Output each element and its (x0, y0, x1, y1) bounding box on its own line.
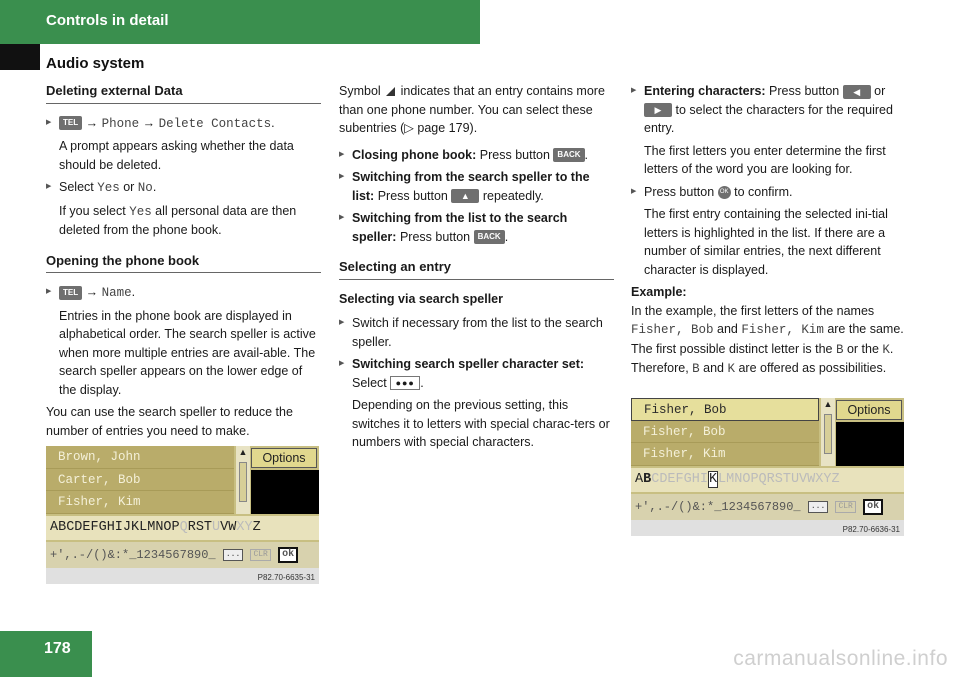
step-description: The first entry containing the selected ini-tial letters is highlighted in the list. If there are a number of similar entries, the next different character is displayed. (644, 207, 888, 277)
list-item: Fisher, Kim (46, 491, 234, 514)
multi-number-symbol-icon (386, 87, 395, 96)
menu-name: Name (101, 286, 132, 300)
speller-letters: VW (220, 520, 237, 535)
text: or the (843, 341, 883, 356)
speller-letters-dim: CDEFGHI (651, 472, 708, 487)
text: Press button (476, 147, 554, 162)
example-label: Example: (631, 285, 687, 299)
step-open-name (46, 283, 321, 303)
back-key-icon: BACK (474, 230, 505, 244)
punct: . (131, 285, 136, 299)
step-entering-characters (631, 82, 909, 138)
option-no: No (137, 181, 153, 195)
tel-key-icon: TEL (59, 286, 82, 300)
ok-button: ok (278, 547, 298, 563)
list-item: Carter, Bob (46, 469, 234, 492)
clear-button: CLR (250, 549, 270, 561)
step-label: Switching from the list to the search speller: (352, 211, 568, 244)
text: Press button (644, 184, 718, 199)
step-label: Switching from the search speller to the list: (352, 170, 590, 203)
display-blank-area (251, 470, 319, 514)
up-key-icon: ▲ (451, 189, 479, 203)
speller-letters-dim: U (212, 520, 221, 535)
more-chars-button: ... (808, 501, 828, 513)
speller-special-chars: +',.-/()&:*_1234567890_ (635, 500, 801, 514)
speller-letters-dim: XY (236, 520, 253, 535)
column-1 (46, 82, 321, 444)
letter-example: B (835, 342, 844, 357)
name-example: Fisher, Kim (741, 323, 824, 337)
text: Select (59, 180, 98, 194)
arrow: → (85, 285, 99, 299)
arrow: → (142, 115, 156, 130)
step-description (46, 202, 321, 240)
text: all personal data are then deleted from the phone book. (59, 203, 297, 237)
figure-caption: P82.70-6636-31 (842, 525, 900, 534)
text: are offered as possibilities. (734, 361, 887, 375)
text: Select (352, 375, 391, 390)
text: to select the characters for the required entry. (644, 102, 893, 135)
step-description: Depending on the previous setting, this switches it to letters with special charac-ters or numbers with special characters. (352, 398, 610, 449)
text: repeatedly. (479, 188, 544, 203)
example-paragraph (631, 302, 909, 379)
punct: . (271, 115, 275, 130)
chapter-title: Controls in detail (46, 12, 169, 29)
speller-letters-dim: LMNOPQRSTUVWXYZ (718, 472, 840, 487)
search-speller-letters (631, 468, 904, 492)
speller-letters: Z (252, 520, 261, 535)
ok-button: ok (863, 499, 883, 515)
paragraph: You can use the search speller to reduce the number of entries you need to make. (46, 405, 293, 438)
column-2 (339, 82, 614, 456)
text: If you select (59, 203, 130, 218)
punct: . (889, 341, 894, 356)
step-list-to-speller (339, 209, 614, 246)
list-item: Brown, John (46, 446, 234, 469)
text: are the same. The first possible distinct letter is the (631, 322, 904, 356)
text: or (119, 180, 138, 194)
watermark: carmanualsonline.info (733, 647, 948, 670)
speller-letter-b: B (643, 472, 652, 487)
step-speller-to-list (339, 168, 614, 205)
phonebook-list (631, 398, 819, 466)
speller-letters: ABCDEFGHIJKLMNOP (50, 520, 180, 535)
text: Press button (765, 84, 843, 98)
options-button: Options (251, 448, 317, 468)
speller-special-chars: +',.-/()&:*_1234567890_ (50, 548, 216, 562)
back-key-icon: BACK (553, 148, 584, 162)
speller-letters: A (635, 472, 644, 487)
display-screen (46, 446, 319, 568)
heading-selecting-entry: Selecting an entry (339, 258, 614, 280)
text: to confirm. (730, 184, 793, 199)
text: and (699, 361, 728, 375)
step-description: The first letters you enter determine the first letters of the word you are looking for. (644, 143, 886, 176)
text: indicates that an entry contains more than one phone number. You can select these subentries (▷ page 179). (339, 84, 605, 135)
name-example: Fisher, Bob (631, 323, 714, 337)
list-item: Fisher, Bob (631, 421, 819, 444)
options-button: Options (836, 400, 902, 420)
step-description: A prompt appears asking whether the data should be deleted. (59, 139, 294, 172)
text: Therefore, (631, 361, 693, 375)
option-yes: Yes (97, 181, 120, 195)
text: Symbol (339, 84, 385, 98)
punct: . (584, 147, 589, 162)
search-speller-specials (46, 542, 319, 568)
display-blank-area (836, 422, 904, 466)
speller-letters: RST (187, 520, 213, 535)
menu-phone: Phone (101, 116, 140, 131)
step-label: Closing phone book: (352, 147, 477, 162)
paragraph (339, 82, 614, 138)
text: Press button (374, 188, 452, 203)
text: Press button (396, 229, 474, 244)
right-key-icon: ▶ (644, 103, 672, 117)
text: In the example, the first letters of the names (631, 303, 875, 318)
step-select-yes-no (46, 178, 321, 198)
scroll-thumb (239, 462, 247, 502)
left-key-icon: ◀ (843, 85, 871, 99)
heading-via-search-speller: Selecting via search speller (339, 291, 503, 306)
section-marker (0, 44, 40, 70)
page-number: 178 (44, 640, 71, 657)
display-figure-1 (46, 446, 319, 584)
step-label: Entering characters: (644, 84, 766, 98)
column-3 (631, 82, 909, 383)
charset-key-icon: ●●● (390, 376, 420, 390)
menu-delete-contacts: Delete Contacts (158, 116, 272, 131)
step-closing-phone-book (339, 146, 614, 165)
step-label: Switching search speller character set: (352, 357, 585, 371)
phonebook-list (46, 446, 234, 514)
heading-opening-phone-book: Opening the phone book (46, 252, 321, 274)
list-item-selected: Fisher, Bob (631, 398, 819, 421)
search-speller-letters (46, 516, 319, 540)
step-description: Entries in the phone book are displayed in alphabetical order. The search speller is active when more multiple entries are avail-able. The search speller appears on the lower edge of the display. (59, 308, 316, 397)
step-switch-to-speller: ▶ Switch if necessary from the list to the search speller. (339, 314, 614, 351)
scroll-up-icon: ▲ (823, 399, 833, 409)
punct: . (152, 180, 157, 194)
letter-example: K (882, 342, 890, 357)
text: or (870, 84, 886, 98)
section-title: Audio system (46, 55, 145, 72)
punct: . (504, 229, 509, 244)
step-delete-contacts (46, 114, 321, 134)
speller-letters-dim: Q (179, 520, 188, 535)
ok-key-icon: OK (718, 186, 731, 199)
text: and (713, 322, 742, 336)
clear-button: CLR (835, 501, 855, 513)
figure-caption: P82.70-6635-31 (257, 573, 315, 582)
scrollbar (236, 446, 250, 514)
more-chars-button: ... (223, 549, 243, 561)
speller-letter-k-selected: K (708, 472, 718, 487)
display-figure-2 (631, 398, 904, 536)
option-yes: Yes (129, 204, 152, 219)
step-confirm (631, 183, 909, 202)
display-screen (631, 398, 904, 520)
search-speller-specials (631, 494, 904, 520)
arrow: → (85, 115, 99, 130)
step-switch-charset (339, 355, 614, 392)
scroll-thumb (824, 414, 832, 454)
list-item: Fisher, Kim (631, 443, 819, 466)
letter-example: B (692, 362, 700, 376)
tel-key-icon: TEL (59, 116, 82, 130)
scroll-up-icon: ▲ (238, 447, 248, 457)
scrollbar (821, 398, 835, 466)
letter-example: K (727, 362, 735, 376)
heading-deleting-external-data: Deleting external Data (46, 82, 321, 104)
punct: . (420, 375, 424, 390)
